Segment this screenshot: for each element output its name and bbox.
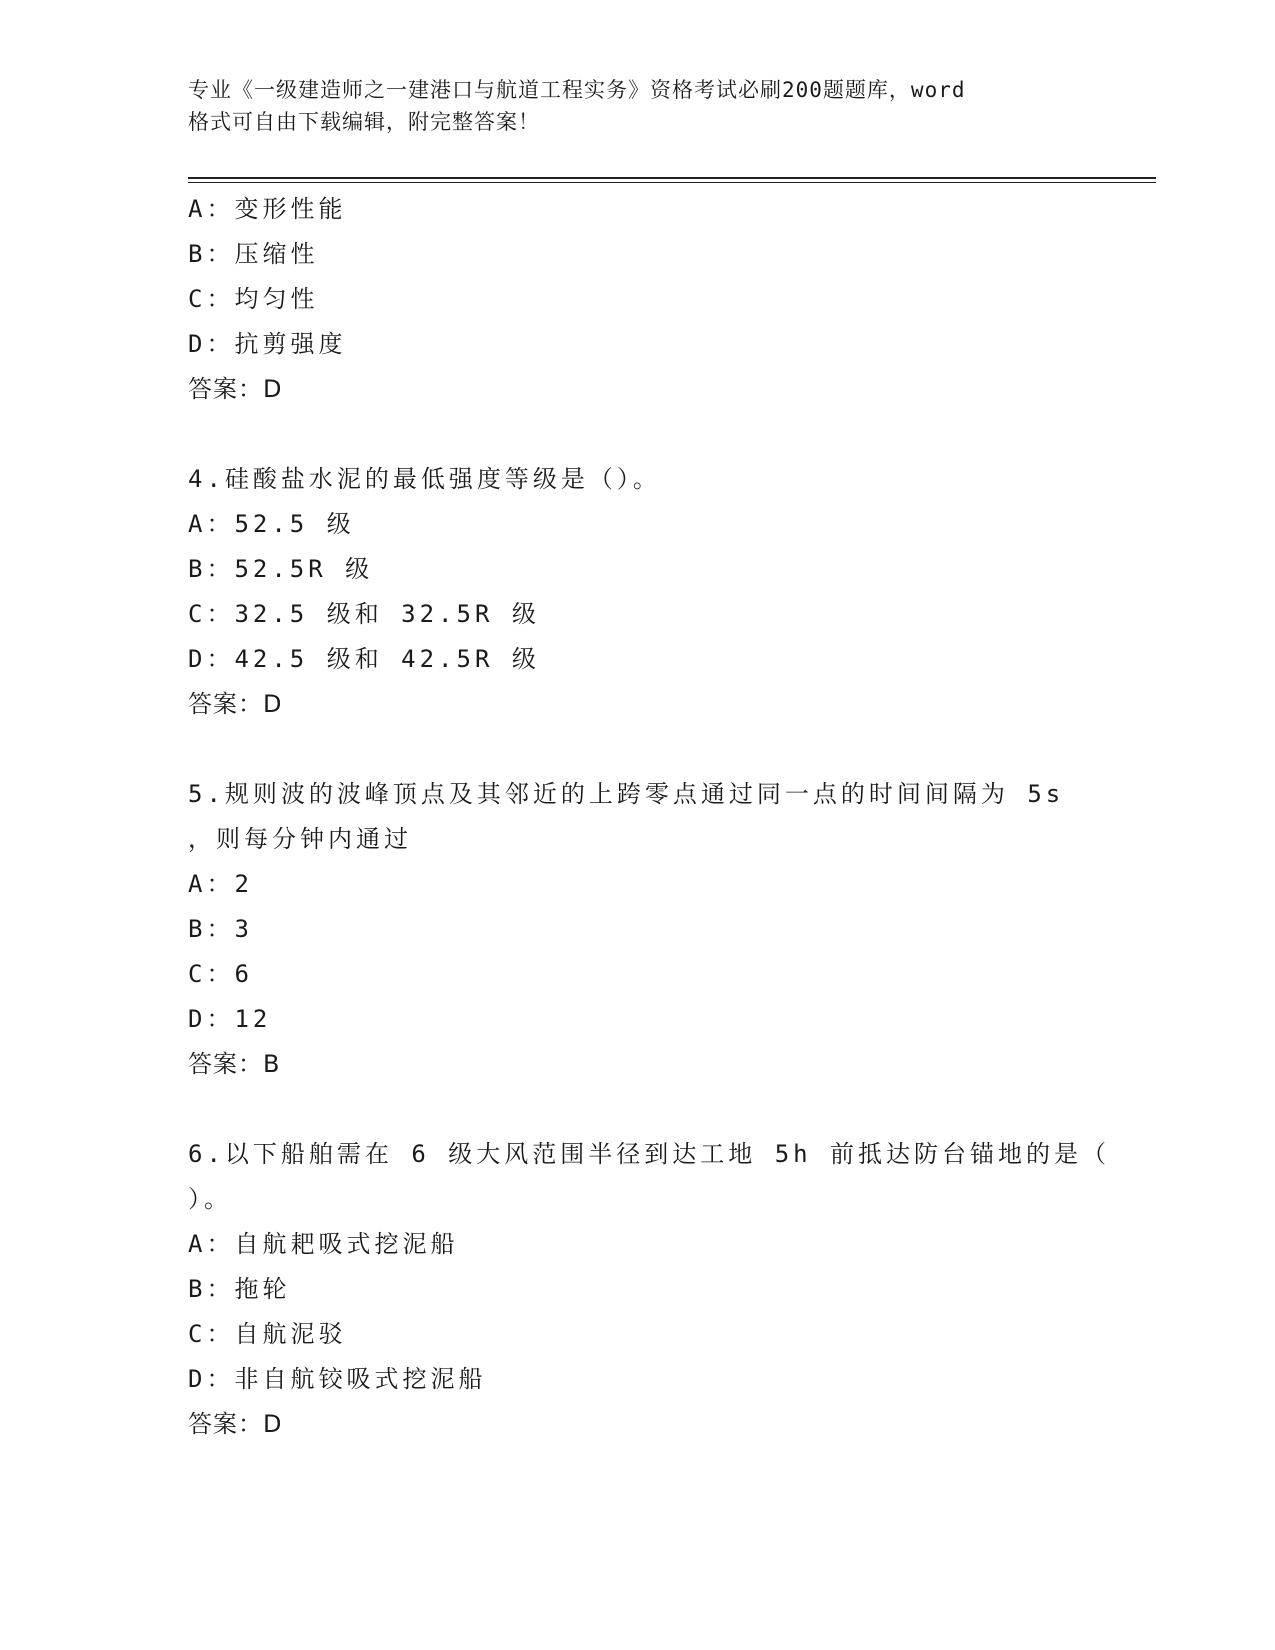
q5-answer: 答案：B <box>188 1050 281 1078</box>
q6-option-a: A：自航耙吸式挖泥船 <box>188 1230 459 1258</box>
q6-option-c: C：自航泥驳 <box>188 1320 347 1348</box>
header-divider-thin <box>188 182 1156 183</box>
q5-option-c: C：6 <box>188 960 253 988</box>
header-divider-thick <box>188 177 1156 179</box>
q6-stem-line-1: 6.以下船舶需在 6 级大风范围半径到达工地 5h 前抵达防台锚地的是（ <box>188 1140 1111 1168</box>
header-title-line-2: 格式可自由下载编辑，附完整答案！ <box>188 110 540 134</box>
q4-option-b: B：52.5R 级 <box>188 555 374 583</box>
q4-option-c: C：32.5 级和 32.5R 级 <box>188 600 540 628</box>
q5-stem-line-2: ，则每分钟内通过 <box>188 825 412 853</box>
header-title-line-1: 专业《一级建造师之一建港口与航道工程实务》资格考试必刷200题题库，word <box>188 78 966 102</box>
q6-option-d: D：非自航铰吸式挖泥船 <box>188 1365 487 1393</box>
q3-option-d: D：抗剪强度 <box>188 330 347 358</box>
q3-answer: 答案：D <box>188 375 283 403</box>
q3-option-b: B：压缩性 <box>188 240 319 268</box>
q5-option-b: B：3 <box>188 915 253 943</box>
q5-stem-line-1: 5.规则波的波峰顶点及其邻近的上跨零点通过同一点的时间间隔为 5s <box>188 780 1065 808</box>
q3-option-a: A：变形性能 <box>188 195 347 223</box>
q3-option-c: C：均匀性 <box>188 285 319 313</box>
q6-option-b: B：拖轮 <box>188 1275 291 1303</box>
q4-answer: 答案：D <box>188 690 283 718</box>
q4-stem: 4.硅酸盐水泥的最低强度等级是（）。 <box>188 465 661 493</box>
q5-option-d: D：12 <box>188 1005 272 1033</box>
q6-answer: 答案：D <box>188 1410 283 1438</box>
q4-option-a: A：52.5 级 <box>188 510 355 538</box>
document-header <box>188 74 1068 138</box>
q5-option-a: A：2 <box>188 870 253 898</box>
q6-stem-line-2: ）。 <box>188 1185 232 1213</box>
q4-option-d: D：42.5 级和 42.5R 级 <box>188 645 540 673</box>
